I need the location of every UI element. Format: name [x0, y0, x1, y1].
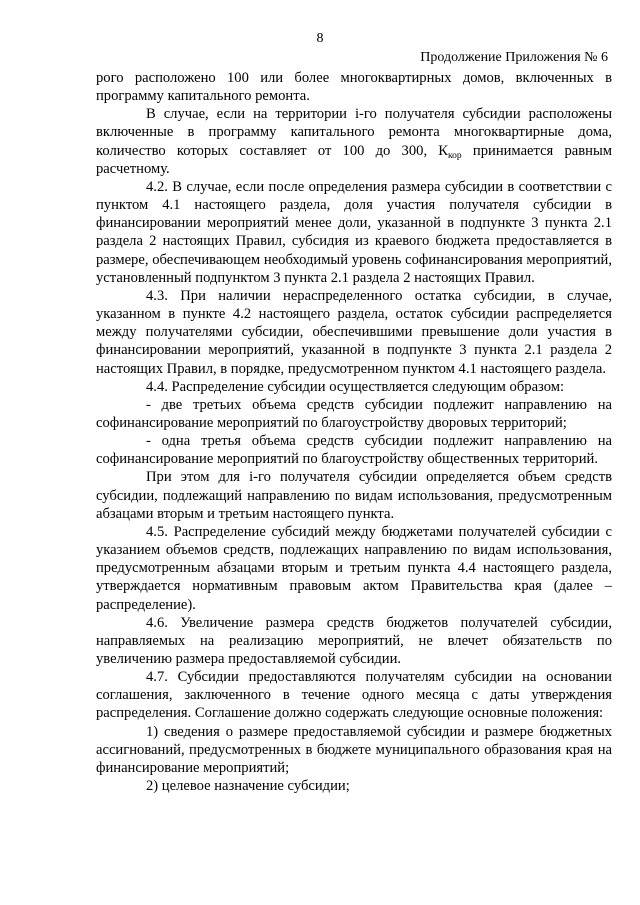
list-item-2: 2) целевое назначение субсидии; [146, 778, 350, 795]
running-head: Продолжение Приложения № 6 [420, 50, 608, 65]
page-number: 8 [316, 31, 324, 46]
list-item-yard-territories: - две третьих объема средств субсидии подлежит направлению на софинансирование мероприятий по благоустройству дворовых территорий; [96, 396, 612, 431]
paragraph-continuation: рого расположено 100 или более многоквартирных домов, включенных в программу капитального ремонта. [96, 70, 612, 105]
paragraph-4-4: 4.4. Распределение субсидии осуществляется следующим образом: [146, 378, 565, 395]
paragraph-4-5: 4.5. Распределение субсидий между бюджетами получателей субсидии с указанием объемов средств, подлежащих направлению по видам использования, предусмотренным абзацами вторым и третьим пункта 4.4 настоящего раздела, утверждается нормативным правовым актом Правительства края (далее – распределение). [96, 523, 612, 613]
paragraph-kkor-tail: принимается равным расчетному. [96, 142, 612, 177]
paragraph-4-7: 4.7. Субсидии предоставляются получателям субсидии на основании соглашения, заключенного в течение одного месяца с даты утверждения распределения. Соглашение должно содержать следующие основные положения: [96, 669, 612, 722]
list-item-public-territories: - одна третья объема средств субсидии подлежит направлению на софинансирование мероприятий по благоустройству общественных территорий. [96, 433, 612, 468]
paragraph-4-2: 4.2. В случае, если после определения размера субсидии в соответствии с пунктом 4.1 настоящего раздела, доля участия получателя субсидии в финансировании мероприятий менее доли, указанной в подпункте 3 пункта 2.1 раздела 2 настоящих Правил, субсидия из краевого бюджета предоставляется в размере, обеспечивающем необходимый уровень софинансирования мероприятий, установленный подпунктом 3 пункта 2.1 раздела 2 настоящих Правил. [96, 178, 612, 286]
paragraph-4-3: 4.3. При наличии нераспределенного остатка субсидии, в случае, указанном в пункте 4.2 настоящего раздела, остаток субсидии распределяется между получателями субсидии, обеспечившими превышение доли участия в финансировании мероприятий, указанной в подпункте 3 пункта 2.1 раздела 2 настоящих Правил, в порядке, предусмотренном пунктом 4.1 настоящего раздела. [96, 287, 612, 377]
list-item-1: 1) сведения о размере предоставляемой субсидии и размере бюджетных ассигнований, предусмотренных в бюджете муниципального образования края на финансирование мероприятий; [96, 723, 612, 776]
paragraph-kkor-text: В случае, если на территории i-го получателя субсидии расположены включенные в программу капитального ремонта многоквартирные дома, количество которых составляет от 100 до 300, К [96, 106, 612, 159]
document-body [96, 69, 612, 795]
kkor-subscript: кор [448, 150, 462, 161]
paragraph-4-6: 4.6. Увеличение размера средств бюджетов получателей субсидии, направляемых на реализацию мероприятий, не влечет обязательств по увеличению размера предоставляемой субсидии. [96, 614, 612, 667]
paragraph-subsidy-volume: При этом для i-го получателя субсидии определяется объем средств субсидии, подлежащий направлению по видам использования, предусмотренным абзацами вторым и третьим настоящего пункта. [96, 469, 612, 522]
paragraph-kkor [96, 105, 612, 178]
